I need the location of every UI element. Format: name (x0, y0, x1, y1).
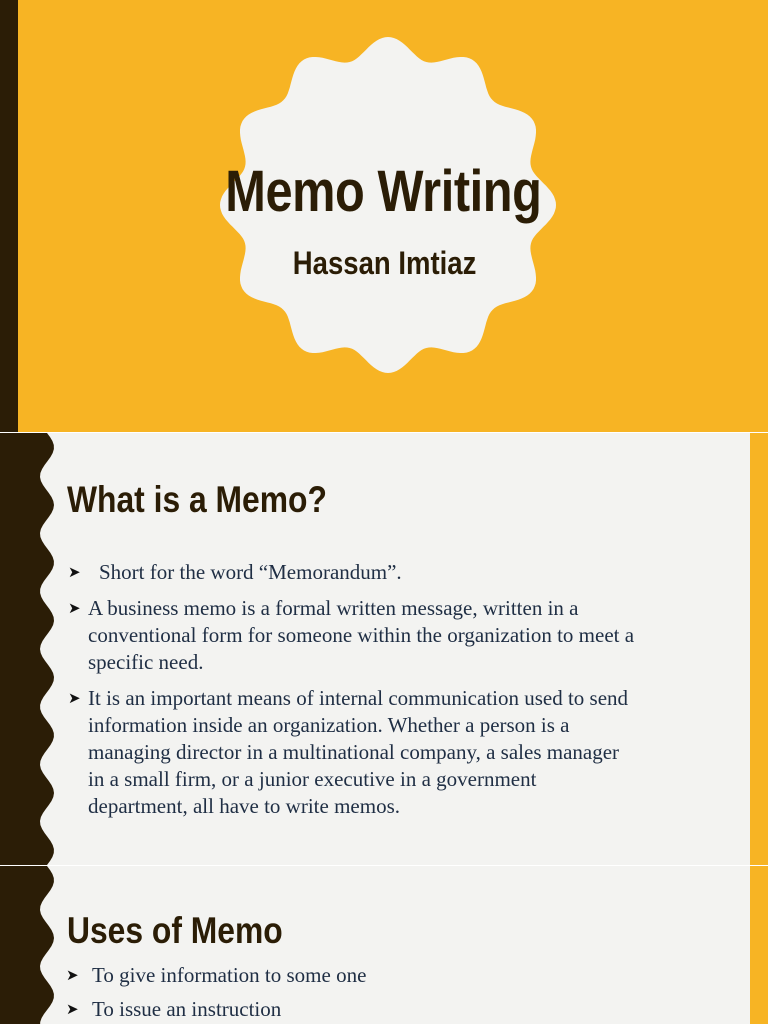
arrow-bullet-icon: ➤ (68, 563, 81, 581)
arrow-bullet-icon: ➤ (68, 599, 81, 617)
list-item (68, 685, 638, 820)
slide-heading: Uses of Memo (67, 910, 283, 951)
bullet-list (66, 962, 666, 1024)
right-accent-bar (750, 433, 768, 865)
bullet-text: Short for the word “Memorandum”. (99, 560, 402, 584)
list-item (66, 962, 666, 989)
presentation-title: Memo Writing (225, 159, 542, 224)
bullet-text: It is an important means of internal communication used to send information inside an organization. Whether a person is a managing director in a multinational company, a sales manager in a small firm, or a junior executive in a government department, all have to write memos. (88, 686, 629, 818)
wavy-left-border (0, 866, 60, 1024)
wavy-left-border (0, 433, 60, 865)
presentation-author: Hassan Imtiaz (292, 245, 477, 281)
bullet-list (68, 559, 638, 829)
arrow-bullet-icon: ➤ (66, 1000, 79, 1018)
arrow-bullet-icon: ➤ (66, 966, 79, 984)
bullet-text: A business memo is a formal written message, written in a conventional form for someone within the organization to meet a specific need. (88, 596, 635, 674)
uses-of-memo-slide (0, 866, 768, 1024)
what-is-memo-slide (0, 433, 768, 865)
slide-heading: What is a Memo? (67, 479, 327, 520)
right-accent-bar (750, 866, 768, 1024)
bullet-text: To issue an instruction (92, 997, 282, 1021)
list-item (66, 996, 666, 1023)
bullet-text: To give information to some one (92, 963, 367, 987)
list-item (68, 595, 638, 676)
title-slide (0, 0, 768, 432)
list-item (68, 559, 638, 586)
arrow-bullet-icon: ➤ (68, 689, 81, 707)
